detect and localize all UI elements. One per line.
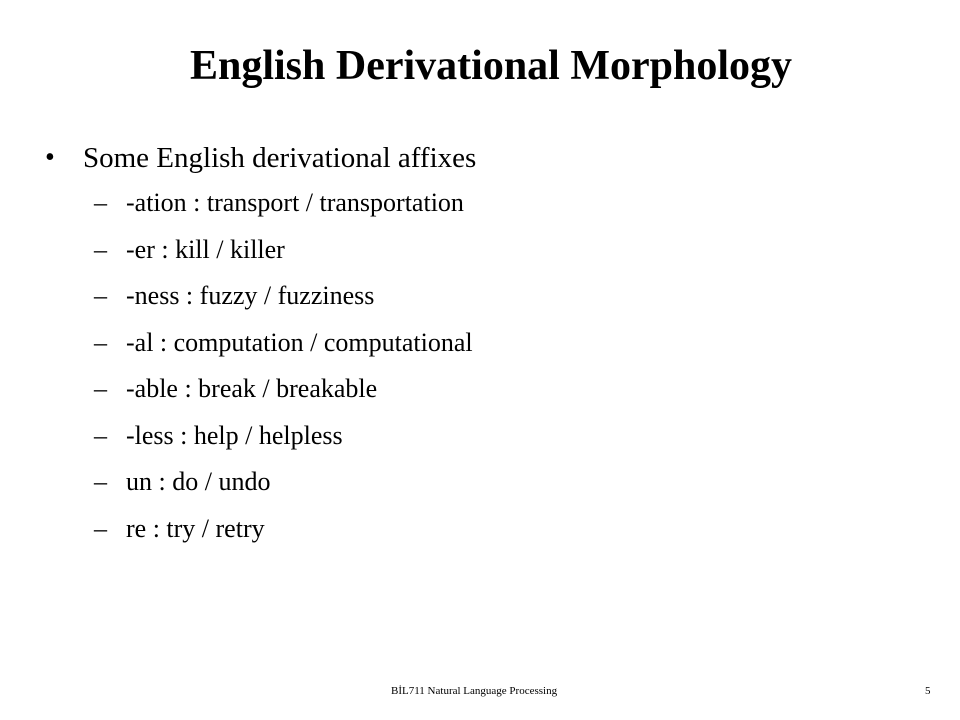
- page-number: 5: [925, 685, 931, 697]
- dash-icon: –: [94, 188, 107, 218]
- slide-title: English Derivational Morphology: [189, 43, 793, 89]
- dash-icon: –: [94, 420, 107, 450]
- sub-bullet-text: -ness : fuzzy / fuzziness: [126, 281, 375, 311]
- sub-bullet-item: [94, 366, 473, 413]
- sub-bullet-text: -ation : transport / transportation: [126, 188, 464, 218]
- sub-bullet-item: [94, 180, 473, 227]
- sub-bullet-text: re : try / retry: [126, 513, 265, 543]
- footer-course-name: BİL711 Natural Language Processing: [391, 685, 558, 697]
- sub-bullet-text: -er : kill / killer: [126, 234, 285, 264]
- sub-bullet-item: [94, 506, 473, 553]
- sub-bullet-text: -al : computation / computational: [126, 327, 473, 357]
- sub-bullet-text: un : do / undo: [126, 467, 271, 497]
- sub-bullet-text: -able : break / breakable: [126, 374, 378, 404]
- dash-icon: –: [94, 513, 107, 543]
- bullet-icon: •: [45, 142, 55, 173]
- sub-bullet-text: -less : help / helpless: [126, 420, 343, 450]
- sub-bullet-item: [94, 273, 473, 320]
- bullet-item: [45, 138, 476, 178]
- sub-bullet-list: [94, 180, 473, 552]
- sub-bullet-item: [94, 459, 473, 506]
- bullet-text: Some English derivational affixes: [83, 141, 477, 174]
- dash-icon: –: [94, 467, 107, 497]
- dash-icon: –: [94, 327, 107, 357]
- dash-icon: –: [94, 374, 107, 404]
- dash-icon: –: [94, 234, 107, 264]
- sub-bullet-item: [94, 320, 473, 367]
- sub-bullet-item: [94, 413, 473, 460]
- dash-icon: –: [94, 281, 107, 311]
- sub-bullet-item: [94, 227, 473, 274]
